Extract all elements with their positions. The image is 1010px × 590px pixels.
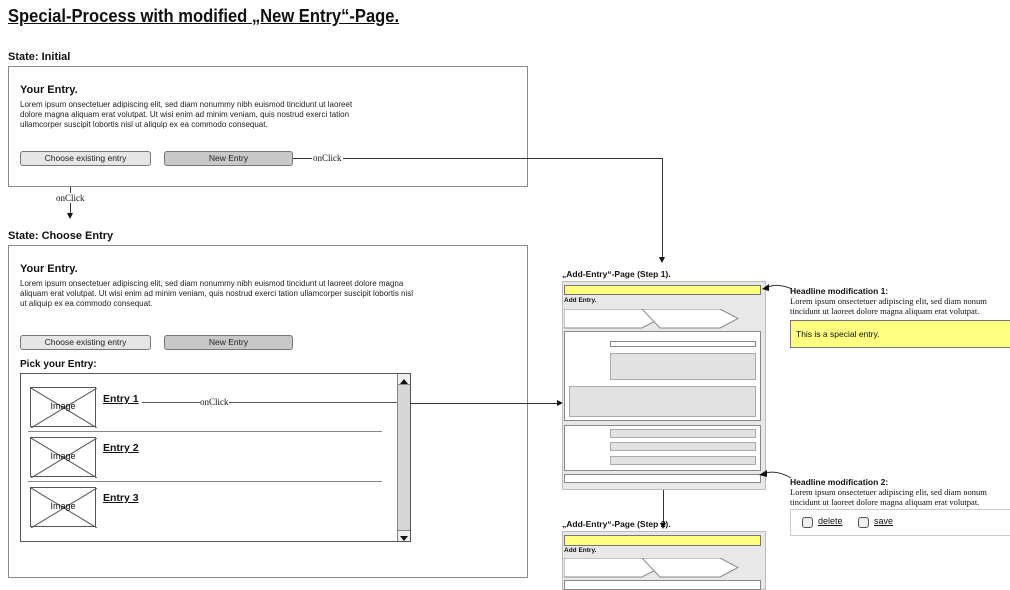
step2-label: „Add-Entry“-Page (Step 2). bbox=[562, 519, 671, 529]
onclick-label-entry: onClick bbox=[200, 397, 229, 407]
step1-add-entry: Add Entry. bbox=[564, 297, 597, 304]
curved-arrow-icon bbox=[760, 283, 794, 297]
triangle-down-icon bbox=[398, 533, 410, 544]
image-placeholder bbox=[30, 487, 96, 527]
arrow-down-icon bbox=[67, 213, 73, 219]
state-initial-label: State: Initial bbox=[8, 51, 71, 63]
delete-link[interactable]: delete bbox=[818, 516, 843, 526]
pick-entry-label: Pick your Entry: bbox=[20, 359, 97, 370]
state-choose-text: Lorem ipsum onsectetuer adipiscing elit, sed diam nonummy nibh euismod tincidunt ut laoreet dolore magna aliquam erat volutpat. Ut wisi enim ad minim veniam, quis nostrud exerci tation ullamcorper suscipit lobortis nisl ut aliquip ex ea commodo consequat. bbox=[20, 279, 414, 308]
triangle-up-icon bbox=[398, 376, 410, 387]
connector-entry-1 bbox=[142, 402, 200, 403]
onclick-label-choose: onClick bbox=[56, 193, 85, 203]
image-label: Image bbox=[50, 451, 76, 461]
mod2-text: Lorem ipsum onsectetuer adipiscing elit, sed diam nonum tincidunt ut laoreet dolore magna aliquam erat volutpat. bbox=[790, 487, 987, 507]
step1-input-2[interactable] bbox=[610, 429, 756, 438]
scroll-down-button[interactable] bbox=[398, 530, 410, 541]
step2-form-block bbox=[564, 580, 761, 590]
scroll-up-button[interactable] bbox=[398, 374, 410, 385]
step1-label: „Add-Entry“-Page (Step 1). bbox=[562, 269, 671, 279]
mod1-heading: Headline modification 1: bbox=[790, 286, 889, 296]
scrollbar[interactable] bbox=[397, 374, 410, 541]
step1-textarea-1[interactable] bbox=[610, 353, 756, 380]
step1-input-3[interactable] bbox=[610, 442, 756, 451]
entry-1-link[interactable]: Entry 1 bbox=[103, 393, 139, 405]
connector-new-entry-long bbox=[343, 158, 663, 159]
choose-existing-entry-button-2[interactable]: Choose existing entry bbox=[20, 335, 151, 350]
step2-add-entry: Add Entry. bbox=[564, 547, 597, 554]
page-title: Special-Process with modified „New Entry“-Page. bbox=[8, 6, 400, 26]
state-initial-text: Lorem ipsum onsectetuer adipiscing elit, sed diam nonummy nibh euismod tincidunt ut laoreet dolore magna aliquam erat volutpat. Ut wisi enim ad minim veniam, quis nostrud exerci tation ullamcorper suscipit lobortis nisl ut aliquip ex ea commodo consequat. bbox=[20, 100, 353, 129]
image-placeholder bbox=[30, 437, 96, 477]
image-placeholder bbox=[30, 387, 96, 427]
arrow-down-icon bbox=[659, 257, 665, 263]
connector-entry-1-c bbox=[410, 403, 558, 404]
step1-footer-bar bbox=[564, 474, 761, 483]
state-initial-heading: Your Entry. bbox=[20, 84, 78, 96]
save-link[interactable]: save bbox=[874, 516, 894, 526]
delete-checkbox[interactable] bbox=[802, 517, 813, 528]
state-choose-label: State: Choose Entry bbox=[8, 230, 114, 242]
image-label: Image bbox=[50, 501, 76, 511]
connector-new-entry-down bbox=[662, 158, 663, 258]
state-choose-heading: Your Entry. bbox=[20, 263, 78, 275]
divider bbox=[28, 481, 382, 482]
special-entry-text: This is a special entry. bbox=[796, 329, 880, 339]
save-checkbox[interactable] bbox=[858, 517, 869, 528]
entry-2-link[interactable]: Entry 2 bbox=[103, 442, 139, 454]
entry-3-link[interactable]: Entry 3 bbox=[103, 492, 139, 504]
special-entry-box bbox=[790, 320, 1010, 348]
step2-headline-bar bbox=[564, 535, 761, 546]
onclick-label-new-entry: onClick bbox=[313, 153, 342, 163]
step1-input-4[interactable] bbox=[610, 456, 756, 465]
divider bbox=[28, 431, 382, 432]
curved-arrow-icon bbox=[757, 469, 793, 483]
step1-textarea-2[interactable] bbox=[569, 386, 756, 417]
image-label: Image bbox=[50, 401, 76, 411]
connector-new-entry bbox=[293, 158, 312, 159]
step1-input-1[interactable] bbox=[610, 341, 756, 347]
step1-headline-bar bbox=[564, 285, 761, 295]
choose-existing-entry-button[interactable]: Choose existing entry bbox=[20, 151, 151, 166]
new-entry-button-2[interactable]: New Entry bbox=[164, 335, 293, 350]
mod1-text: Lorem ipsum onsectetuer adipiscing elit, sed diam nonum tincidunt ut laoreet dolore magna aliquam erat volutpat. bbox=[790, 296, 987, 316]
connector-entry-1-b bbox=[229, 402, 397, 403]
mod2-heading: Headline modification 2: bbox=[790, 477, 889, 487]
new-entry-button[interactable]: New Entry bbox=[164, 151, 293, 166]
